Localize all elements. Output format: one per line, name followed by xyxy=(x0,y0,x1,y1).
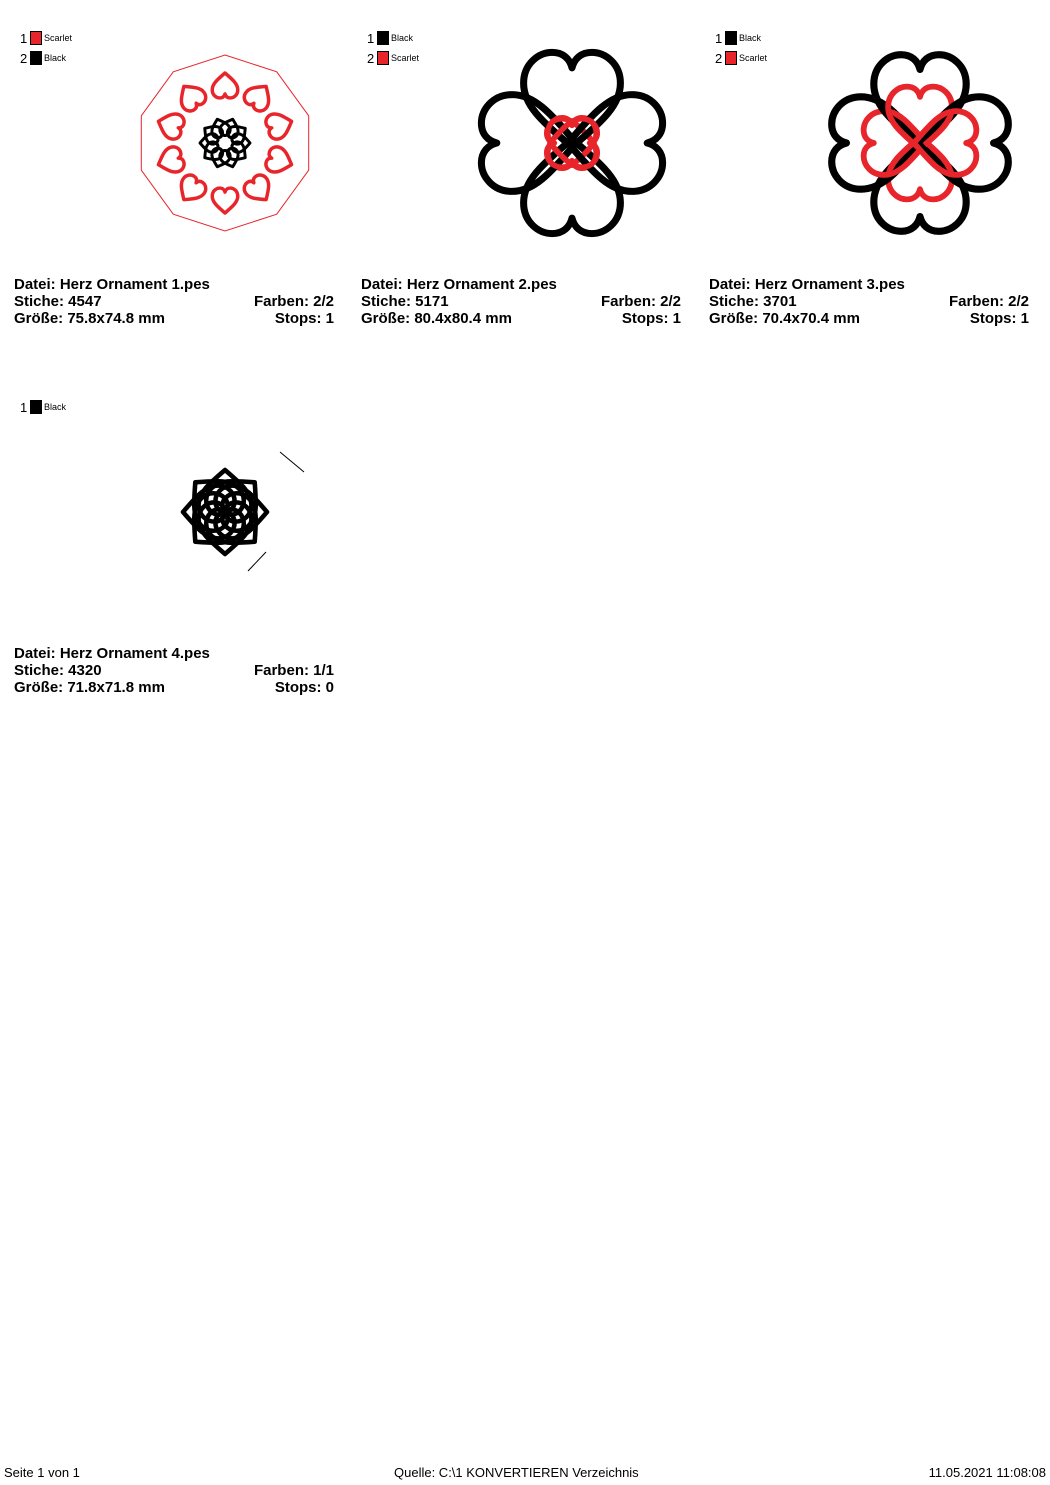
file-name: Datei: Herz Ornament 4.pes xyxy=(14,645,210,662)
clover-outline-design-preview xyxy=(467,38,677,248)
design-info xyxy=(14,276,334,327)
color-swatch xyxy=(30,400,42,414)
legend-color-name: Black xyxy=(44,53,67,63)
legend-number: 1 xyxy=(367,31,375,46)
color-swatch xyxy=(377,51,389,65)
color-swatch xyxy=(30,31,42,45)
design-size: Größe: 80.4x80.4 mm xyxy=(361,310,512,327)
stop-count: Stops: 1 xyxy=(621,310,681,327)
color-count: Farben: 1/1 xyxy=(253,662,334,679)
outer-heart xyxy=(174,79,209,114)
footer-page-number: Seite 1 von 1 xyxy=(4,1465,80,1480)
design-info xyxy=(14,645,334,696)
color-swatch xyxy=(725,51,737,65)
stitch-count: Stiche: 3701 xyxy=(709,293,797,310)
connector-line xyxy=(280,452,304,472)
color-count: Farben: 2/2 xyxy=(600,293,681,310)
legend-number: 1 xyxy=(20,400,28,415)
outer-heart xyxy=(241,79,276,114)
outer-heart xyxy=(174,172,209,207)
clover-blob-design-preview xyxy=(815,38,1025,248)
stop-count: Stops: 1 xyxy=(969,310,1029,327)
legend-color-name: Black xyxy=(391,33,414,43)
legend-number: 2 xyxy=(715,51,723,66)
stitch-count: Stiche: 4547 xyxy=(14,293,102,310)
heart-wreath-design-preview xyxy=(120,407,330,617)
color-swatch xyxy=(377,31,389,45)
stop-count: Stops: 1 xyxy=(274,310,334,327)
design-card-2 xyxy=(361,30,691,340)
footer-source-path: Quelle: C:\1 KONVERTIEREN Verzeichnis xyxy=(394,1465,639,1480)
design-card-1 xyxy=(14,30,344,340)
legend-color-name: Scarlet xyxy=(391,53,420,63)
design-card-3 xyxy=(709,30,1039,340)
connector-line xyxy=(141,55,308,231)
file-name: Datei: Herz Ornament 1.pes xyxy=(14,276,210,293)
heart-ring-design-preview xyxy=(120,38,330,248)
design-size: Größe: 70.4x70.4 mm xyxy=(709,310,860,327)
stop-count: Stops: 0 xyxy=(274,679,334,696)
footer-datetime: 11.05.2021 11:08:08 xyxy=(928,1465,1046,1480)
outer-heart xyxy=(241,172,276,207)
outer-heart xyxy=(264,109,296,141)
design-size: Größe: 75.8x74.8 mm xyxy=(14,310,165,327)
legend-color-name: Black xyxy=(44,402,67,412)
stitch-count: Stiche: 5171 xyxy=(361,293,449,310)
design-info xyxy=(709,276,1029,327)
legend-number: 2 xyxy=(367,51,375,66)
outer-heart xyxy=(154,145,186,177)
legend-color-name: Scarlet xyxy=(739,53,768,63)
legend-number: 2 xyxy=(20,51,28,66)
color-count: Farben: 2/2 xyxy=(253,293,334,310)
design-card-4 xyxy=(14,399,344,709)
outer-heart xyxy=(264,145,296,177)
design-info xyxy=(361,276,681,327)
stitch-count: Stiche: 4320 xyxy=(14,662,102,679)
outer-heart xyxy=(212,188,238,213)
file-name: Datei: Herz Ornament 3.pes xyxy=(709,276,905,293)
outer-heart xyxy=(154,109,186,141)
legend-color-name: Black xyxy=(739,33,762,43)
file-name: Datei: Herz Ornament 2.pes xyxy=(361,276,557,293)
color-count: Farben: 2/2 xyxy=(948,293,1029,310)
outer-heart xyxy=(212,73,238,98)
legend-number: 1 xyxy=(20,31,28,46)
color-swatch xyxy=(725,31,737,45)
connector-line xyxy=(248,552,266,571)
legend-number: 1 xyxy=(715,31,723,46)
design-size: Größe: 71.8x71.8 mm xyxy=(14,679,165,696)
legend-color-name: Scarlet xyxy=(44,33,73,43)
color-swatch xyxy=(30,51,42,65)
